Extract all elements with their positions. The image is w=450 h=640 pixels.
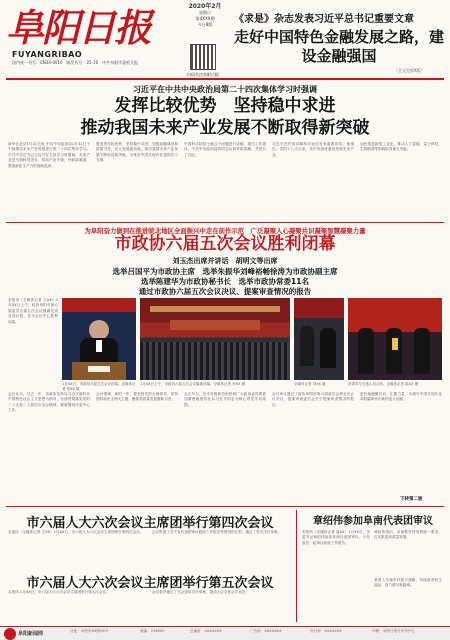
- group-photo[interactable]: [348, 298, 442, 380]
- issue-number: 第XXXX期: [195, 16, 215, 21]
- npc-meeting-5-text-1: 本报讯 1月XX日，市六届人大六次会议主席团举行第五次会议。: [8, 590, 110, 594]
- lead-col-3: 中国科学院院士就这个问题进行讲解，提出工作建议。中共中央政治局的同志认真听取讲解，并进行了讨论。: [184, 142, 266, 157]
- date-box: [182, 4, 228, 28]
- story-body-4: 会议审议通过了政协阜阳市第六届委员会第五次会议决议、提案审查委员会关于提案审查情况的报告。: [272, 392, 354, 407]
- lead-kicker: 习近平在中共中央政治局第二十四次集体学习时强调: [133, 85, 317, 94]
- story-kicker: 为阜阳奋力做到在推进皖北地区全面振兴中走在前作示范 广泛凝聚人心凝聚共识凝聚智慧凝聚力量: [84, 227, 366, 235]
- pages-today: 今日8版: [197, 22, 213, 27]
- lead-col-1: 新华社北京1月31日电 中共中央政治局1月31日下午就推动未来产业发展进行第二十四次集体学习。中共中央总书记习近平在主持学习时强调，未来产业是引领科技进步、带动产业升级、开辟新赛道、塑造新质生产力的战略选择。: [8, 142, 90, 168]
- bottom-rule: [6, 506, 444, 507]
- npc-meeting-5-text-2: 会议表决通过了大会选举办法草案，提请大会全体会议表决。: [152, 590, 250, 594]
- story-headline[interactable]: 市政协六届五次会议胜利闭幕: [114, 234, 336, 254]
- teaser-headline[interactable]: 走好中国特色金融发展之路，建设金融强国: [234, 28, 445, 65]
- teaser-kicker[interactable]: 《求是》杂志发表习近平总书记重要文章: [234, 14, 414, 25]
- qr-code-icon[interactable]: [190, 44, 216, 70]
- delegation-text-1: 本报讯（全媒体记者 周XX）1月XX日，市委书记章绍伟参加阜南代表团审议，与代表们一起审议政府工作报告。: [302, 530, 370, 545]
- assembly-hall-photo[interactable]: [140, 298, 290, 380]
- story-body-2: 会议强调，新的一年，要坚持党的全面领导，坚持团结和民主两大主题，聚焦高质量发展履职尽责。: [96, 392, 178, 402]
- masthead-info: 国内统一刊号：CN34-0010 邮发代号：25-10 中共阜阳市委机关报: [12, 60, 139, 65]
- story-byline: 刘玉杰出席并讲话 胡明文等出席: [172, 257, 278, 265]
- npc-meeting-4-headline[interactable]: 市六届人大六次会议主席团举行第四次会议: [26, 516, 274, 531]
- story-body-3: 会议号召，全市各级政协组织和广大政协委员要更加紧密地团结在以习近平同志为核心的党中央周围。: [184, 392, 266, 407]
- qr-label: 扫码关注阜阳日报: [187, 72, 219, 77]
- caption-4: 市领导与当选人员合影。全媒体记者 陈XX 摄: [348, 382, 419, 386]
- weekday: 星期日: [199, 10, 211, 15]
- delegation-text-3: 要深入实施乡村振兴战略，持续改善民生福祉，奋力谱写新篇章。: [374, 578, 442, 588]
- caption-3: 全媒体记者 刘XX 摄: [294, 382, 326, 386]
- story-subhead-2: 选举陈建华为市政协秘书长 选举市政协常委11名: [141, 277, 309, 286]
- lead-headline-1[interactable]: 发挥比较优势 坚持稳中求进: [114, 96, 336, 116]
- delegates-photo[interactable]: [294, 298, 344, 380]
- footer-distribution: 发行部：XXXXXXX: [310, 629, 342, 633]
- continued-tag[interactable]: 下转第二版: [400, 497, 423, 502]
- footer-address: 社址：阜阳市XX路XX号: [70, 629, 109, 633]
- masthead-pinyin: FUYANGRIBAO: [12, 50, 83, 59]
- delegation-text-2: 章绍伟指出，阜南要坚持发展第一要务，扎实推进高质量发展。: [374, 530, 442, 540]
- caption-2: 1月XX日上午，市政协六届五次会议隆重闭幕。全媒体记者 李XX 摄: [140, 382, 246, 386]
- masthead-rule: [6, 78, 444, 80]
- date: 2020年2月: [188, 3, 222, 10]
- teaser-note: （全文见第X版）: [394, 68, 425, 73]
- column-divider: [296, 510, 297, 622]
- footer-printer: 印刷：阜阳日报社印务中心: [372, 629, 416, 633]
- npc-meeting-5-headline[interactable]: 市六届人大六次会议主席团举行第五次会议: [26, 576, 274, 591]
- footer-postcode: 邮编：236000: [140, 629, 165, 633]
- delegation-headline[interactable]: 章绍伟参加阜南代表团审议: [313, 516, 433, 527]
- footer: [0, 626, 450, 640]
- masthead-logo: 阜阳日报: [6, 5, 151, 50]
- section-rule: [6, 222, 444, 223]
- footer-ads: 广告部：XXXXXXX: [250, 629, 282, 633]
- lead-col-2: 要发挥比较优势，坚持稳中求进，加强前瞻谋划和政策引导，壮大发展新动能，推动我国未来产业发展不断取得新突破，为推进中国式现代化提供有力支撑。: [96, 142, 178, 163]
- footer-brand[interactable]: 阜阳新闻网: [18, 631, 44, 637]
- podium-photo[interactable]: [62, 298, 136, 380]
- lead-col-4: 习近平在听取讲解和讨论后发表重要讲话。他指出，党的十八大以来，党中央高度重视发展未来产业。: [272, 142, 354, 157]
- story-subhead-1: 选举吕国平为市政协主席 选举朱振华刘峰裕畅徐涛为市政协副主席: [112, 267, 338, 276]
- story-subhead-3: 通过市政协六届五次会议决议、提案审查情况的报告: [138, 287, 312, 296]
- npc-meeting-4-text-2: 会议听取了关于各代表团审议政府工作报告等情况的汇报，通过了有关决议草案。: [152, 530, 282, 534]
- footer-editorial: 总编室：XXXXXXX: [190, 629, 222, 633]
- story-col-1: 本报讯（全媒体记者 王XX）1月XX日上午，政协阜阳市第六届委员会第五次会议圆满完成各项议程，在市会议中心胜利闭幕。: [8, 298, 58, 324]
- caption-1: 1月XX日，市政协六届五次会议闭幕。全媒体记者 张XX 摄: [62, 382, 136, 391]
- npc-meeting-4-text-1: 本报讯（全媒体记者 王XX）1月XX日，市六届人大六次会议主席团举行第四次会议。: [8, 530, 144, 534]
- story-body-5: 更好地凝聚共识、汇聚力量，为谱写中国式现代化阜阳篇章作出新的更大贡献。: [360, 392, 442, 402]
- story-body-1: 会议认为，过去一年，市政协坚持以习近平新时代中国特色社会主义思想为指导，全面贯彻落实党的二十大和二十届历次全会精神，紧紧围绕市委中心工作。: [8, 392, 90, 413]
- lead-headline-2[interactable]: 推动我国未来产业发展不断取得新突破: [80, 118, 370, 138]
- lead-col-5: 加快推进新型工业化，推动人工智能、量子科技、生物制造等领域取得重大突破。: [360, 142, 442, 152]
- brand-logo-icon: [4, 628, 16, 640]
